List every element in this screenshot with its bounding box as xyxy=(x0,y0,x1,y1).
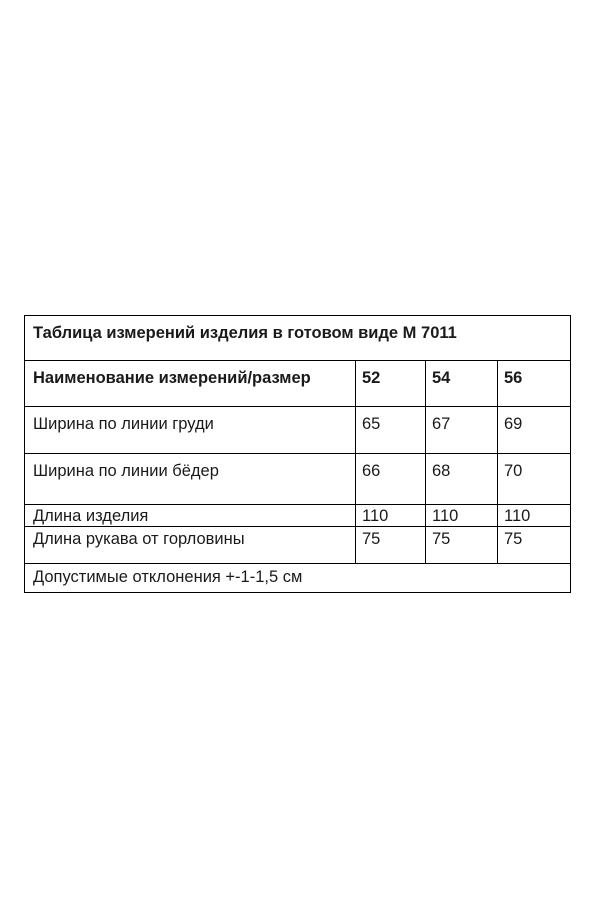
row-value: 68 xyxy=(426,454,498,505)
row-value: 66 xyxy=(356,454,426,505)
header-size-56: 56 xyxy=(498,361,571,407)
row-label: Длина рукава от горловины xyxy=(25,527,356,564)
row-value: 75 xyxy=(356,527,426,564)
row-value: 110 xyxy=(498,505,571,527)
header-size-54: 54 xyxy=(426,361,498,407)
measurement-table xyxy=(24,315,571,593)
row-label: Длина изделия xyxy=(25,505,356,527)
row-value: 69 xyxy=(498,407,571,454)
row-label: Ширина по линии бёдер xyxy=(25,454,356,505)
table-row xyxy=(25,407,571,454)
table-header-row xyxy=(25,361,571,407)
tolerance-note: Допустимые отклонения +-1-1,5 см xyxy=(25,564,571,593)
row-value: 75 xyxy=(498,527,571,564)
row-value: 75 xyxy=(426,527,498,564)
header-label: Наименование измерений/размер xyxy=(25,361,356,407)
row-label: Ширина по линии груди xyxy=(25,407,356,454)
header-size-52: 52 xyxy=(356,361,426,407)
table-row xyxy=(25,527,571,564)
row-value: 70 xyxy=(498,454,571,505)
row-value: 110 xyxy=(426,505,498,527)
row-value: 65 xyxy=(356,407,426,454)
table-title: Таблица измерений изделия в готовом виде М 7011 xyxy=(25,316,571,361)
row-value: 67 xyxy=(426,407,498,454)
table-note-row xyxy=(25,564,571,593)
row-value: 110 xyxy=(356,505,426,527)
table-row xyxy=(25,505,571,527)
table-title-row xyxy=(25,316,571,361)
table-row xyxy=(25,454,571,505)
